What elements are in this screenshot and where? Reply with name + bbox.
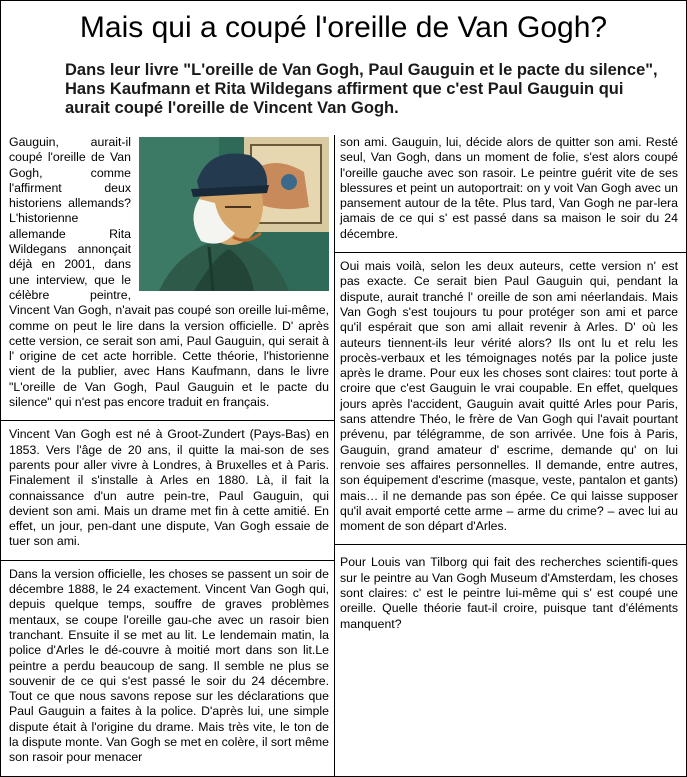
left-paragraph-1: Gauguin, aurait-il coupé l'oreille de Van Gogh, comme l'affirment deux historiens allemands? L'historienne allemande Rita Wildegans annonçait déjà en 2001, dans une interview, que le célèbre peintre, Vincent Van Gogh, n'avait pas coupé son oreille lui-même, comme on peut le lire dans la version officielle. D' après cette version, ce serait son ami, Paul Gauguin, qui serait à l' origine de cet acte horrible. Cette théorie, l'historienne vient de la publier, avec Hans Kaufmann, dans le livre "L'oreille de Van Gogh, Paul Gauguin et le pacte du silence" qui n'est pas encore traduit en français. <box>9 135 329 410</box>
left-section-intro <box>1 135 334 421</box>
article-columns <box>1 135 686 776</box>
left-section-biography <box>1 427 334 560</box>
right-section-conclusion <box>340 555 678 631</box>
right-paragraph-2: Oui mais voilà, selon les deux auteurs, cette version n' est pas exacte. Ce serait bien Paul Gauguin qui, pendant la dispute, aurait tranché l' oreille de son ami néerlandais. Mais Van Gogh s'est toujours tu pour protéger son ami et parce qu'il espérait que son ami allait revenir à Arles. D' où les auteurs tiennent-ils leur vérité alors? Ils ont lu et relu les procès-verbaux et les témoignages notés par la police juste après le drame. Pour eux les choses sont claires: tout porte à croire que c'est Gauguin le vrai coupable. En effet, quelques jours après l'accident, Gauguin avait quitté Arles pour Paris, sans attendre Théo, le frère de Van Gogh qui l'avait pourtant prévenu, par télégramme, de son arrivée. Une fois à Paris, Gauguin, grand amateur d' escrime, demande qu' on lui renvoie ses affaires personnelles. Il demande, entre autres, son équipement d'escrime (masque, veste, pantalon et gants) mais… il ne demande pas son épée. Ce qui laisse supposer qu'il avait emporté cette arme – arme du crime? – avec lui au moment de son départ d'Arles. <box>340 259 678 534</box>
left-column <box>9 135 329 772</box>
right-section-aftermath <box>334 135 687 253</box>
van-gogh-self-portrait-image <box>139 137 329 291</box>
left-paragraph-2: Vincent Van Gogh est né à Groot-Zundert (Pays-Bas) en 1853. Vers l'âge de 20 ans, il quitte la mai-son de ses parents pour aller vivre à Londres, à Bruxelles et à Paris. Finalement il s'installe à Arles en 1880. Là, il fait la connaissance d'un autre pein-tre, Paul Gauguin, qui devient son ami. Mais un drame met fin à cette amitié. En effet, un jour, pen-dant une dispute, Van Gogh essaie de tuer son ami. <box>9 427 329 549</box>
article-title: Mais qui a coupé l'oreille de Van Gogh? <box>79 11 608 44</box>
right-section-new-theory <box>334 259 687 545</box>
right-column <box>340 135 678 638</box>
article-lead: Dans leur livre "L'oreille de Van Gogh, Paul Gauguin et le pacte du silence", Hans Kaufmann et Rita Wildegans affirment que c'est Paul Gauguin qui aurait coupé l'oreille de Vincent Van Gogh. <box>65 61 658 117</box>
left-paragraph-3: Dans la version officielle, les choses se passent un soir de décembre 1888, le 24 exactement. Vincent Van Gogh qui, depuis quelque temps, souffre de graves problèmes mentaux, se coupe l'oreille gau-che avec un rasoir bien tranchant. Ensuite il se met au lit. Le lendemain matin, la police d'Arles le dé-couvre à moitié mort dans son lit.Le peintre a perdu beaucoup de sang. Il semble ne plus se souvenir de ce qui s'est passé le soir du 24 décembre. Tout ce que nous savons repose sur les déclarations que Paul Gauguin a faites à la police. D'après lui, une simple dispute était à l'origine du drame. Mais très vite, le ton de la dispute monte. Van Gogh se met en colère, il sort même son rasoir pour menacer <box>9 566 329 765</box>
right-paragraph-3: Pour Louis van Tilborg qui fait des recherches scientifi-ques sur le peintre au Van Gogh Museum d'Amsterdam, les choses sont claires: c' est le peintre lui-même qui s' est coupé une oreille. Quelle théorie faut-il croire, puisque tant d'éléments manquent? <box>340 555 678 631</box>
right-paragraph-1: son ami. Gauguin, lui, décide alors de quitter son ami. Resté seul, Van Gogh, dans un moment de folie, s'est alors coupé l'oreille gauche avec son rasoir. Le peintre guérit vite de ses blessures et peint un autoportrait: on y voit Van Gogh avec un pansement autour de la tête. Plus tard, Van Gogh ne par-lera jamais de ce qui s' est passé dans sa maison le soir du 24 décembre. <box>340 135 678 241</box>
